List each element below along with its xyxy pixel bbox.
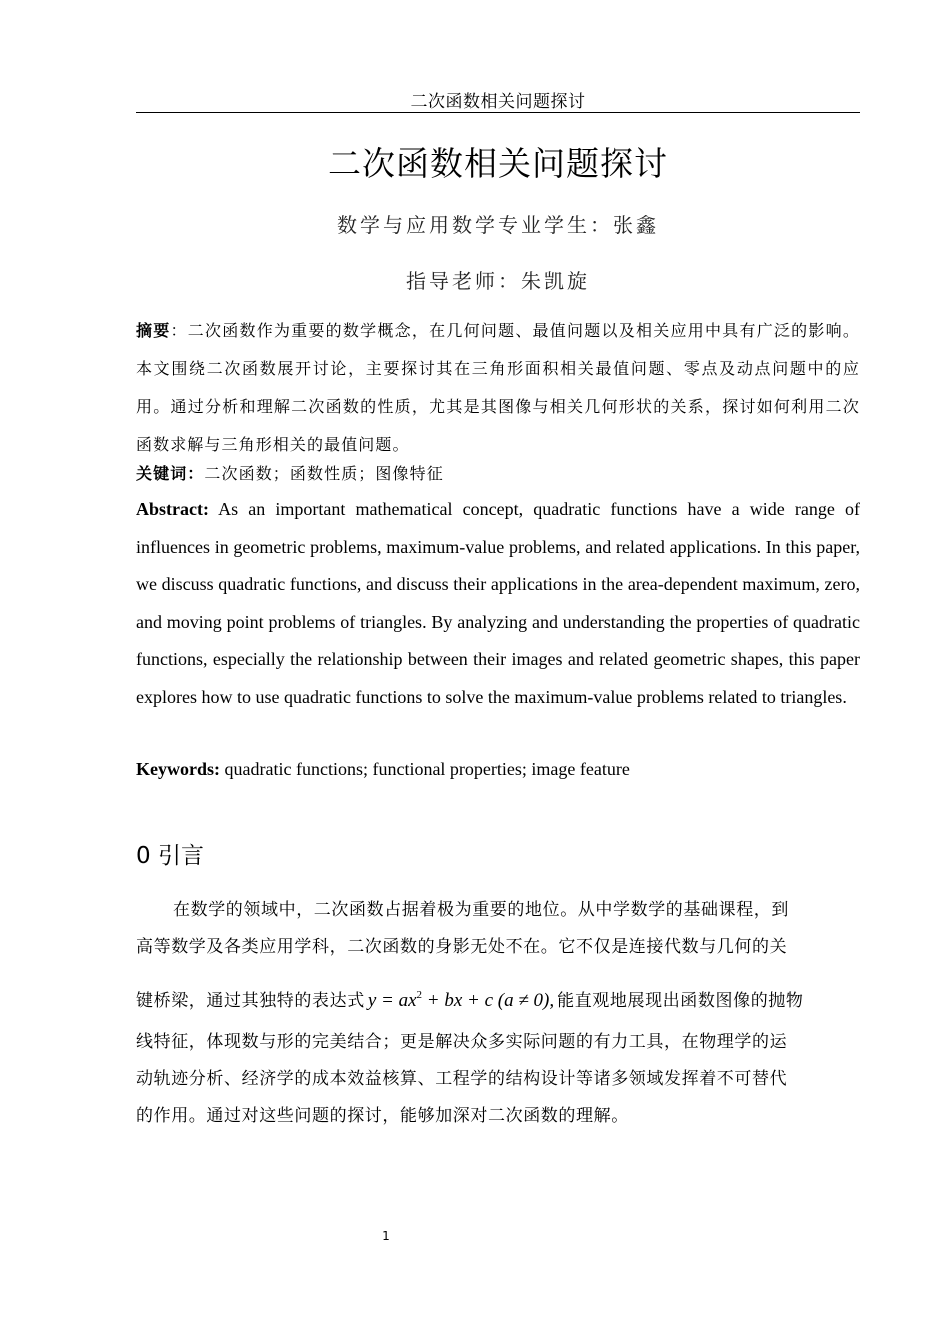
chinese-abstract: [136, 312, 860, 464]
english-abstract-text: As an important mathematical concept, quadratic functions have a wide range of influences in geometric problems, maximum-value problems, and related applications. In this paper, we discuss quadratic functions, and discuss their applications in the area-dependent maximum, zero, and moving point problems of triangles. By analyzing and understanding the properties of quadratic functions, especially the relationship between their images and related geometric shapes, this paper explores how to use quadratic functions to solve the maximum-value problems related to triangles.: [136, 499, 860, 707]
intro-line: 动轨迹分析、经济学的成本效益核算、工程学的结构设计等诸多领域发挥着不可替代: [136, 1069, 788, 1089]
section-number: 0: [136, 843, 151, 869]
section-heading: [136, 840, 204, 872]
author-line: 数学与应用数学专业学生：张鑫: [337, 213, 659, 237]
quadratic-formula: $y = ax^2$ + bx + c (a ≠ 0),: [367, 989, 555, 1011]
intro-line: 高等数学及各类应用学科，二次函数的身影无处不在。它不仅是连接代数与几何的关: [136, 937, 788, 957]
intro-line: 线特征，体现数与形的完美结合；更是解决众多实际问题的有力工具，在物理学的运: [136, 1032, 788, 1052]
page-number: 1: [382, 1229, 390, 1243]
introduction-paragraph: [136, 892, 860, 1135]
running-header: 二次函数相关问题探讨: [410, 92, 586, 112]
english-abstract: [136, 491, 860, 716]
header-rule: [136, 112, 860, 113]
chinese-abstract-label: 摘要: [136, 321, 171, 340]
english-keywords-label: Keywords:: [136, 759, 220, 779]
intro-line: 在数学的领域中，二次函数占据着极为重要的地位。从中学数学的基础课程，到: [173, 900, 789, 920]
chinese-keywords-label: 关键词：: [136, 464, 205, 483]
chinese-abstract-separator: ：: [170, 321, 188, 340]
english-abstract-label: Abstract:: [136, 499, 209, 519]
english-keywords: [136, 755, 860, 783]
english-keywords-text: quadratic functions; functional properties; image feature: [224, 759, 630, 779]
chinese-abstract-text: 二次函数作为重要的数学概念，在几何问题、最值问题以及相关应用中具有广泛的影响。本文围绕二次函数展开讨论，主要探讨其在三角形面积相关最值问题、零点及动点问题中的应用。通过分析和理解二次函数的性质，尤其是其图像与相关几何形状的关系，探讨如何利用二次函数求解与三角形相关的最值问题。: [136, 321, 860, 454]
chinese-keywords: [136, 460, 860, 488]
advisor-line: 指导老师：朱凯旋: [406, 269, 590, 293]
chinese-keywords-text: 二次函数；函数性质；图像特征: [204, 464, 444, 483]
paper-title: 二次函数相关问题探讨: [328, 144, 668, 183]
section-title: 引言: [157, 843, 204, 869]
intro-line-with-formula: 键桥梁，通过其独特的表达式 $y = ax^2$ + bx + c (a ≠ 0), 能直观地展现出函数图像的抛物: [136, 989, 804, 1011]
intro-line: 的作用。通过对这些问题的探讨，能够加深对二次函数的理解。: [136, 1106, 629, 1126]
